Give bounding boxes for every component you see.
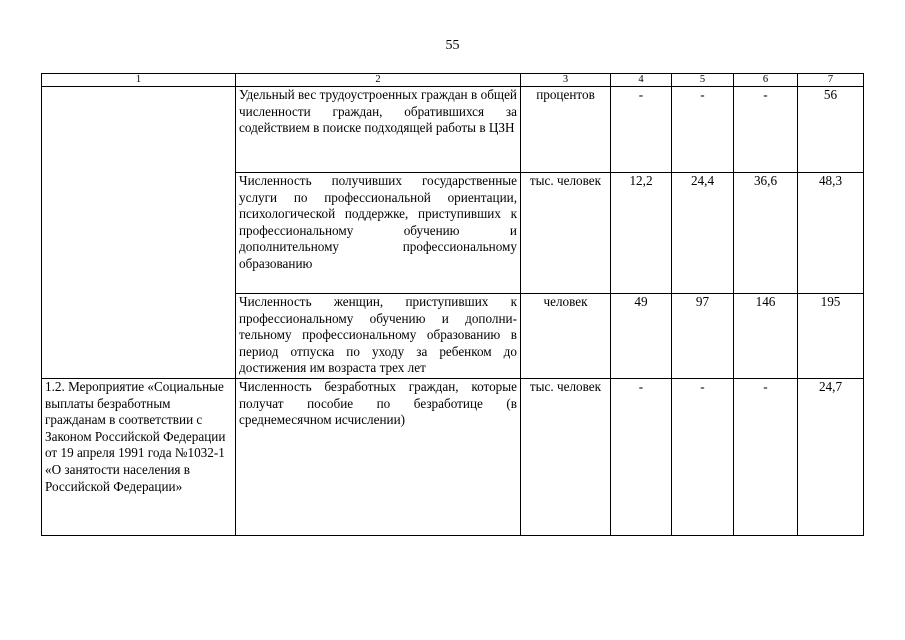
page-number: 55 (445, 38, 460, 53)
indicator-unit: тыс. человек (521, 379, 611, 536)
column-header: 2 (236, 74, 521, 87)
value-cell: - (611, 87, 672, 173)
column-header: 7 (798, 74, 864, 87)
value-cell: 24,4 (672, 173, 734, 294)
value-cell: - (734, 379, 798, 536)
value-cell: 56 (798, 87, 864, 173)
indicator-description: Численность безработных граждан, которые получат пособие по безработице (в среднемесячном исчислении) (236, 379, 521, 536)
value-cell: - (672, 379, 734, 536)
column-header: 6 (734, 74, 798, 87)
column-header: 5 (672, 74, 734, 87)
value-cell: 195 (798, 294, 864, 379)
column-header: 4 (611, 74, 672, 87)
column-number-header-row (42, 74, 864, 87)
table-row (42, 87, 864, 173)
indicator-description: Численность женщин, приступивших к профессиональному обучению и дополнительному профессиональному образованию в период отпуска по уходу за ребенком до достижения им возраста трех лет (236, 294, 521, 379)
table-row (42, 379, 864, 536)
value-cell: - (734, 87, 798, 173)
value-cell: - (611, 379, 672, 536)
value-cell: 12,2 (611, 173, 672, 294)
value-cell: 146 (734, 294, 798, 379)
value-cell: 49 (611, 294, 672, 379)
measure-cell (42, 87, 236, 379)
indicators-table (41, 73, 864, 536)
indicator-description: Численность получивших государственные услуги по профессиональной ориентации, психологической поддержке, приступивших к профессиональному обучению и дополнительному профессиональному образованию (236, 173, 521, 294)
column-header: 1 (42, 74, 236, 87)
value-cell: 36,6 (734, 173, 798, 294)
value-cell: 48,3 (798, 173, 864, 294)
measure-cell: 1.2. Мероприятие «Социальные выплаты безработным гражданам в соответствии с Законом Российской Федерации от 19 апреля 1991 года №1032-1 «О занятости населения в Российской Федерации» (42, 379, 236, 536)
value-cell: 97 (672, 294, 734, 379)
indicator-description: Удельный вес трудоустроенных граждан в общей численности граждан, обратившихся за содействием в поиске подходящей работы в ЦЗН (236, 87, 521, 173)
column-header: 3 (521, 74, 611, 87)
value-cell: 24,7 (798, 379, 864, 536)
value-cell: - (672, 87, 734, 173)
indicator-unit: человек (521, 294, 611, 379)
indicator-unit: процентов (521, 87, 611, 173)
indicator-unit: тыс. человек (521, 173, 611, 294)
